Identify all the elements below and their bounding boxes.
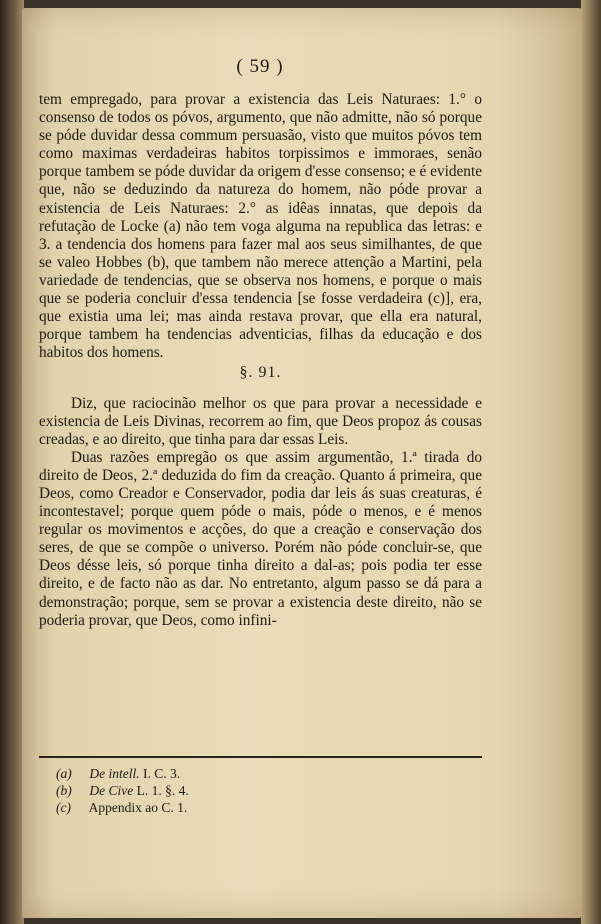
footnote-rule xyxy=(39,756,482,758)
footnote-mark: (a) xyxy=(56,766,72,781)
paragraph-1: tem empregado, para provar a existencia das Leis Naturaes: 1.° o consenso de todos os póvos, argumento, que não admitte, não só porque se póde duvidar dessa commum persuasão, visto que muitos póvos tem como maximas verdadeiras habitos torpissimos e immoraes, senão porque tambem se póde duvidar da origem d'esse consenso; e é evidente que, não se deduzindo da natureza do homem, não póde provar a existencia de Leis Naturaes: 2.° as idêas innatas, que depois da refutação de Locke (a) não tem voga alguma na republica das letras: e 3. a tendencia dos homens para fazer mal aos seus similhantes, de que se valeo Hobbes (b), que tambem não merece attenção a Martini, pela variedade de tendencias, que se observa nos homens, e porque o mais que se poderia concluir d'essa tendencia [se fosse verdadeira (c)], era, que existia uma lei; mas ainda restava provar, que ella era natural, porque tambem ha tendencias adventicias, filhas da educação e dos habitos dos homens. xyxy=(39,91,482,362)
footnote-ref: I. C. 3. xyxy=(143,766,181,781)
footnote-mark: (c) xyxy=(56,800,71,815)
paragraph-3: Duas razões empregão os que assim argumentão, 1.ª tirada do direito de Deos, 2.ª deduzida do fim da creação. Quanto á primeira, que Deos, como Creador e Conservador, podia dar leis ás suas creaturas, é incontestavel; porque quem póde o mais, póde o menos, e é menos regular os movimentos e acções, do que a creação e conservação dos seres, de que se compõe o universo. Porém não póde concluir-se, que Deos désse leis, só porque tinha direito a dal-as; pois podia ter esse direito, e de facto não as dar. No entretanto, algum passo se dá para a demonstração; porque, sem se provar a existencia deste direito, não se poderia provar, que Deos, como infini- xyxy=(39,448,482,629)
page-body xyxy=(39,91,482,630)
footnote-mark: (b) xyxy=(56,783,72,798)
page-number: ( 59 ) xyxy=(236,56,284,77)
page-edges xyxy=(581,0,601,924)
footnote-a xyxy=(56,765,436,782)
section-heading: §. 91. xyxy=(239,364,282,382)
footnote-ref: L. 1. §. 4. xyxy=(136,783,189,798)
footnote-b xyxy=(56,782,436,799)
footnote-ref: Appendix ao C. 1. xyxy=(88,800,188,815)
footnote-work: De intell. xyxy=(89,766,140,781)
book-spine-shadow xyxy=(0,0,24,924)
footnote-work: De Cive xyxy=(89,783,134,798)
footnotes xyxy=(56,765,436,816)
footnote-c xyxy=(56,799,436,816)
paragraph-2: Diz, que raciocinão melhor os que para provar a necessidade e existencia de Leis Divinas, recorrem ao fim, que Deos propoz ás cousas creadas, e ao direito, que tinha para dar essas Leis. xyxy=(39,394,482,448)
